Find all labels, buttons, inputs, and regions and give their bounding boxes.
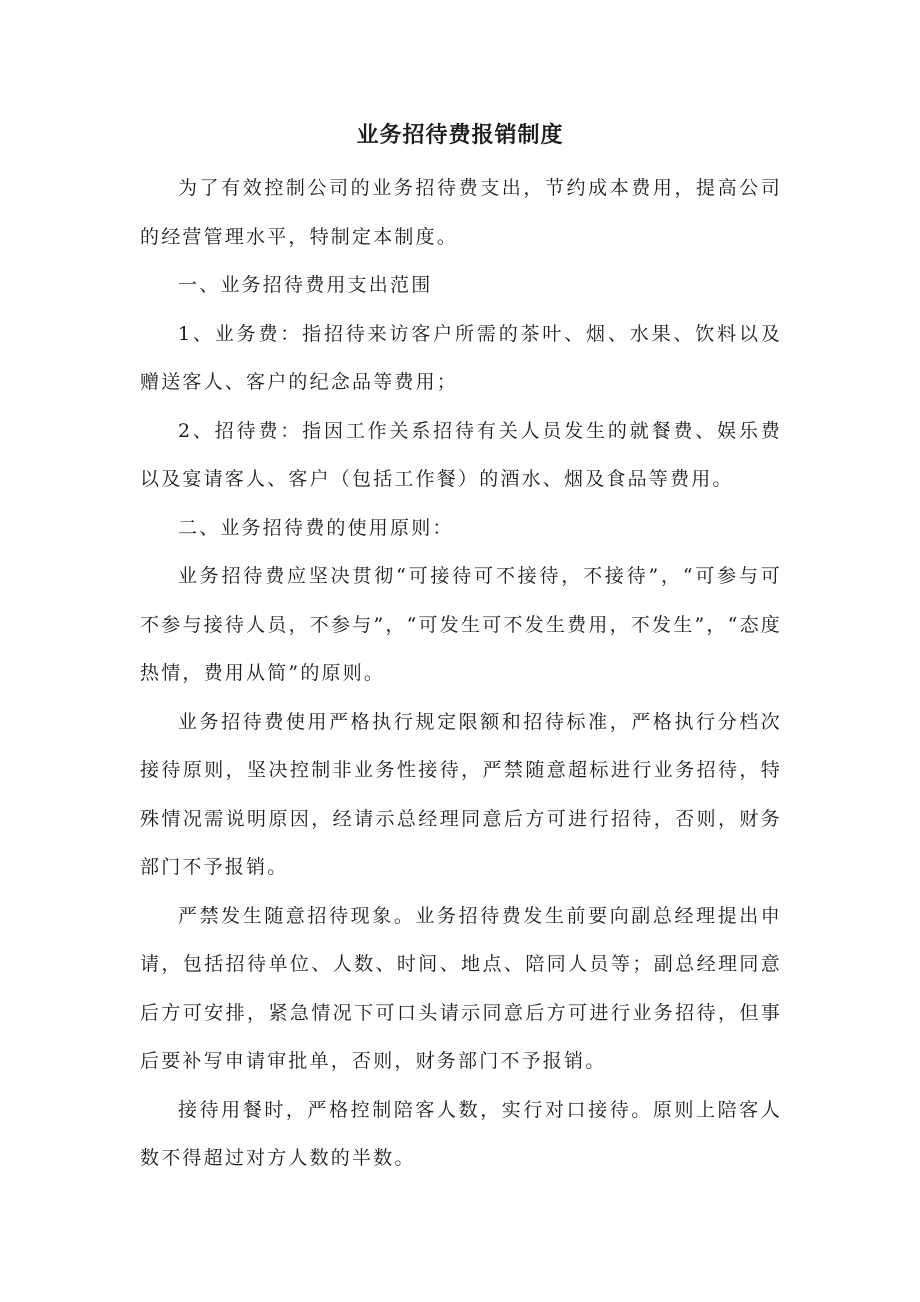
- paragraph-principle-3: 严禁发生随意招待现象。业务招待费发生前要向副总经理提出申请，包括招待单位、人数、时间、地点、陪同人员等；副总经理同意后方可安排，紧急情况下可口头请示同意后方可进行业务招待，但事后要补写申请审批单，否则，财务部门不予报销。: [140, 904, 782, 1072]
- document-title: 业务招待费报销制度: [356, 122, 564, 148]
- paragraph-principle-4: 接待用餐时，严格控制陪客人数，实行对口接待。原则上陪客人数不得超过对方人数的半数。: [140, 1098, 782, 1169]
- paragraph-business-fee: 1、业务费：指招待来访客户所需的茶叶、烟、水果、饮料以及赠送客人、客户的纪念品等费用；: [140, 322, 782, 393]
- section-heading-principles: 二、业务招待费的使用原则：: [178, 516, 454, 539]
- paragraph-intro: 为了有效控制公司的业务招待费支出，节约成本费用，提高公司的经营管理水平，特制定本制度。: [140, 177, 782, 248]
- paragraph-principle-1: 业务招待费应坚决贯彻“可接待可不接待，不接待”，“可参与可不参与接待人员，不参与”，“可发生可不发生费用，不发生”，“态度热情，费用从简”的原则。: [140, 565, 782, 684]
- paragraph-entertainment-fee: 2、招待费：指因工作关系招待有关人员发生的就餐费、娱乐费以及宴请客人、客户（包括工作餐）的酒水、烟及食品等费用。: [140, 419, 782, 490]
- section-heading-scope: 一、业务招待费用支出范围: [178, 274, 433, 296]
- paragraph-principle-2: 业务招待费使用严格执行规定限额和招待标准，严格执行分档次接待原则，坚决控制非业务性接待，严禁随意超标进行业务招待，特殊情况需说明原因，经请示总经理同意后方可进行招待，否则，财务部门不予报销。: [140, 710, 782, 878]
- document-body: [140, 164, 782, 1183]
